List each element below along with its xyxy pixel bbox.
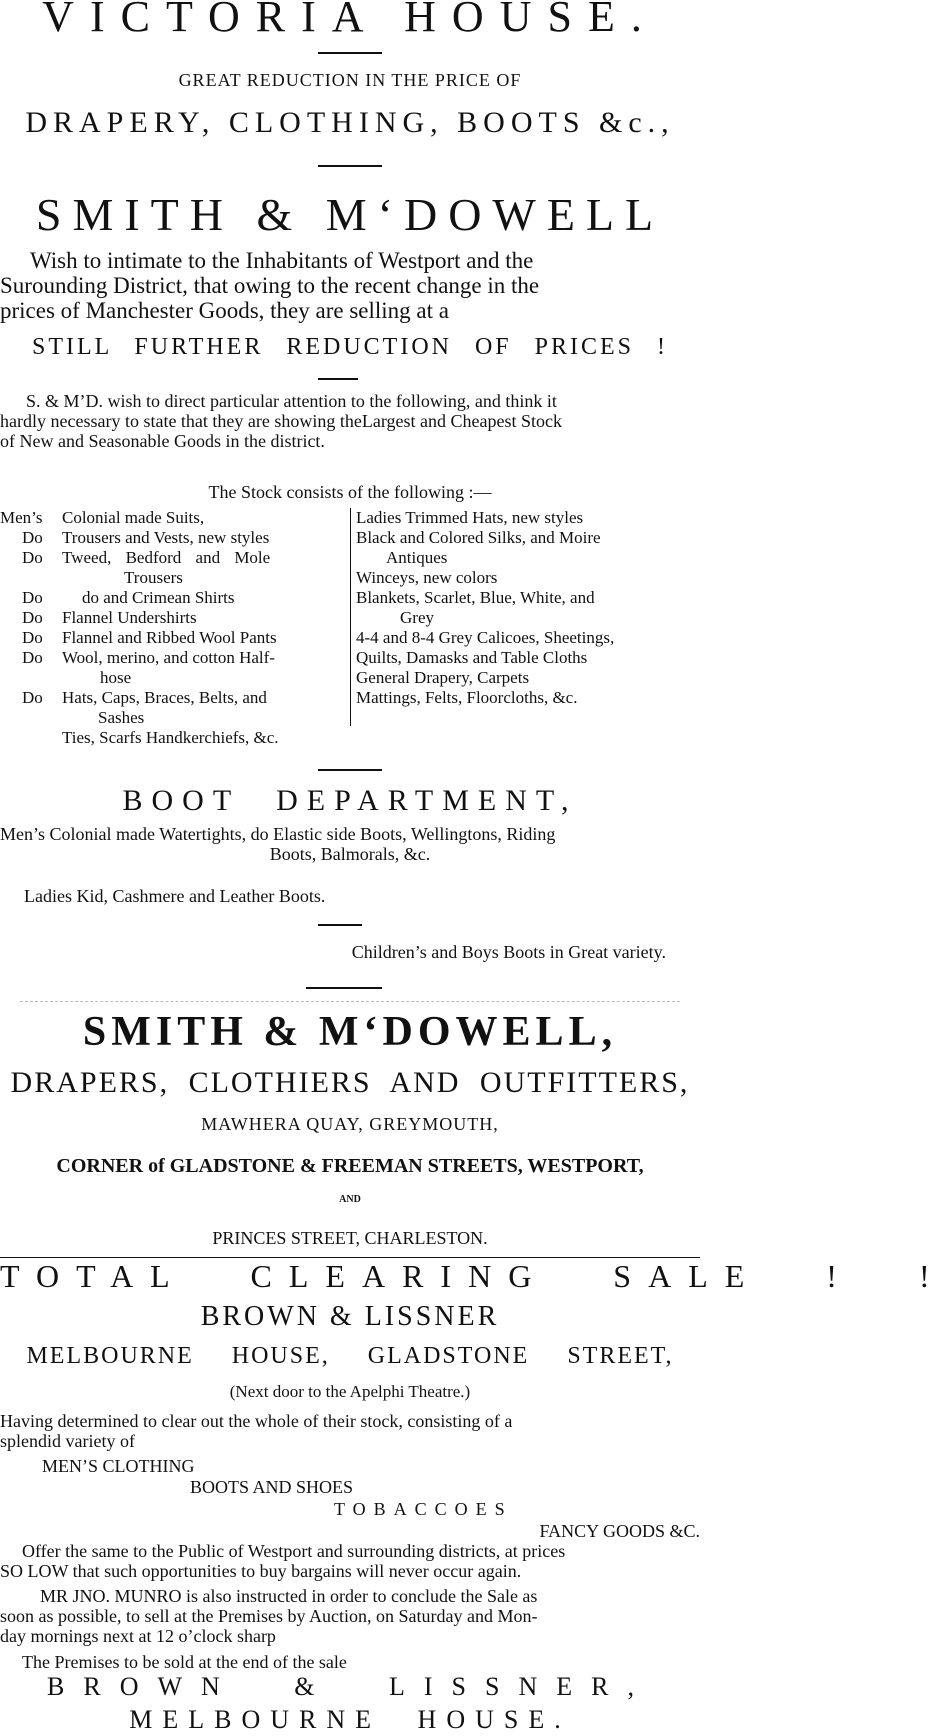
intro-paragraph	[0, 248, 700, 323]
stock-row: Ladies Trimmed Hats, new styles	[356, 508, 584, 527]
attention-line: S. & M’D. wish to direct particular attention to the following, and think it	[26, 391, 557, 411]
sale-item: FANCY GOODS &C.	[539, 1521, 700, 1541]
offer-line: SO LOW that such opportunities to buy bargains will never occur again.	[0, 1561, 522, 1581]
and-connector: AND	[339, 1194, 361, 1205]
stock-row: Do do and Crimean Shirts	[22, 588, 235, 607]
stock-row: Do Hats, Caps, Braces, Belts, and	[22, 688, 267, 707]
stock-left-column	[0, 508, 346, 748]
stock-row: Ties, Scarfs Handkerchiefs, &c.	[62, 728, 279, 747]
stock-row: Men’s Colonial made Suits,	[0, 508, 205, 527]
rule	[306, 987, 382, 989]
ladies-boots-line: Ladies Kid, Cashmere and Leather Boots.	[24, 886, 326, 906]
signature-firm: BROWN & LISSNER,	[47, 1672, 653, 1701]
sale-item: TOBACCOES	[334, 1499, 513, 1519]
address-charleston: PRINCES STREET, CHARLESTON.	[212, 1228, 488, 1248]
stock-row: Black and Colored Silks, and Moire	[356, 528, 601, 547]
attention-paragraph	[0, 391, 700, 451]
boot-department-heading: BOOT DEPARTMENT,	[122, 784, 578, 817]
reduction-line: GREAT REDUCTION IN THE PRICE OF	[178, 70, 522, 90]
stock-row: Do Flannel and Ribbed Wool Pants	[22, 628, 277, 647]
stock-row: 4-4 and 8-4 Grey Calicoes, Sheetings,	[356, 628, 615, 647]
stock-row: General Drapery, Carpets	[356, 668, 530, 687]
premises-line: The Premises to be sold at the end of the sale	[22, 1652, 347, 1672]
stock-row: Winceys, new colors	[356, 568, 498, 587]
boot-paragraph	[0, 824, 700, 864]
stock-right-column	[356, 508, 700, 708]
sale-item: BOOTS AND SHOES	[190, 1477, 354, 1497]
stock-row: Mattings, Felts, Floorcloths, &c.	[356, 688, 578, 707]
rule	[20, 1001, 680, 1002]
boot-line: Men’s Colonial made Watertights, do Elastic side Boots, Wellingtons, Riding	[0, 824, 556, 844]
firm-name: SMITH & M‘DOWELL	[35, 189, 665, 240]
munro-paragraph	[0, 1586, 700, 1646]
intro-line: prices of Manchester Goods, they are selling at a	[0, 298, 449, 323]
address-greymouth: MAWHERA QUAY, GREYMOUTH,	[201, 1114, 499, 1134]
rule	[318, 165, 382, 167]
next-door-line: (Next door to the Apelphi Theatre.)	[229, 1382, 471, 1401]
stock-row: Do Wool, merino, and cotton Half-	[22, 648, 275, 667]
stock-row: Do Tweed, Bedford and Mole	[22, 548, 271, 567]
stock-row: Sashes	[98, 708, 145, 727]
stock-row: Grey	[400, 608, 434, 627]
clearing-sale-title: TOTAL CLEARING SALE ! !	[0, 1258, 947, 1294]
address-westport: CORNER of GLADSTONE & FREEMAN STREETS, WESTPORT,	[56, 1155, 644, 1177]
goods-line: DRAPERY, CLOTHING, BOOTS &c.,	[25, 106, 675, 139]
munro-line: soon as possible, to sell at the Premises by Auction, on Saturday and Mon-	[0, 1606, 538, 1626]
stock-heading: The Stock consists of the following :—	[208, 482, 492, 502]
children-boots-line: Children’s and Boys Boots in Great variety.	[351, 942, 666, 962]
rule	[318, 769, 382, 771]
stock-row: Do Flannel Undershirts	[22, 608, 197, 627]
stock-row: Blankets, Scarlet, Blue, White, and	[356, 588, 595, 607]
boot-line: Boots, Balmorals, &c.	[269, 844, 431, 864]
stock-line: Having determined to clear out the whole of their stock, consisting of a	[0, 1411, 513, 1431]
intro-line: Wish to intimate to the Inhabitants of Westport and the	[30, 248, 534, 273]
munro-line: day mornings next at 12 o’clock sharp	[0, 1626, 276, 1646]
attention-line: of New and Seasonable Goods in the district.	[0, 431, 325, 451]
offer-paragraph	[0, 1541, 700, 1581]
brown-firm-name: BROWN & LISSNER	[200, 1301, 500, 1332]
stock-row: Do Trousers and Vests, new styles	[22, 528, 270, 547]
sale-item: MEN’S CLOTHING	[42, 1456, 195, 1476]
offer-line: Offer the same to the Public of Westport and surrounding districts, at prices	[22, 1541, 566, 1561]
column-divider	[350, 508, 351, 726]
intro-line: Surounding District, that owing to the recent change in the	[0, 273, 540, 298]
victoria-title: VICTORIA HOUSE.	[42, 0, 658, 41]
melbourne-house-line: MELBOURNE HOUSE, GLADSTONE STREET,	[26, 1343, 674, 1369]
rule	[318, 52, 382, 54]
further-reduction: STILL FURTHER REDUCTION OF PRICES !	[31, 334, 669, 360]
stock-row: Antiques	[386, 548, 448, 567]
attention-line: hardly necessary to state that they are showing theLargest and Cheapest Stock	[0, 411, 562, 431]
stock-row: hose	[100, 668, 132, 687]
stock-paragraph	[0, 1411, 700, 1451]
signature-house: MELBOURNE HOUSE.	[129, 1705, 571, 1734]
trades-line: DRAPERS, CLOTHIERS AND OUTFITTERS,	[10, 1066, 690, 1099]
rule	[318, 378, 358, 380]
firm-name-bold: SMITH & M‘DOWELL,	[82, 1009, 618, 1055]
stock-row: Trousers	[124, 568, 183, 587]
rule	[318, 924, 362, 926]
stock-line: splendid variety of	[0, 1431, 135, 1451]
stock-row: Quilts, Damasks and Table Cloths	[356, 648, 588, 667]
munro-line: MR JNO. MUNRO is also instructed in order to conclude the Sale as	[40, 1586, 538, 1606]
